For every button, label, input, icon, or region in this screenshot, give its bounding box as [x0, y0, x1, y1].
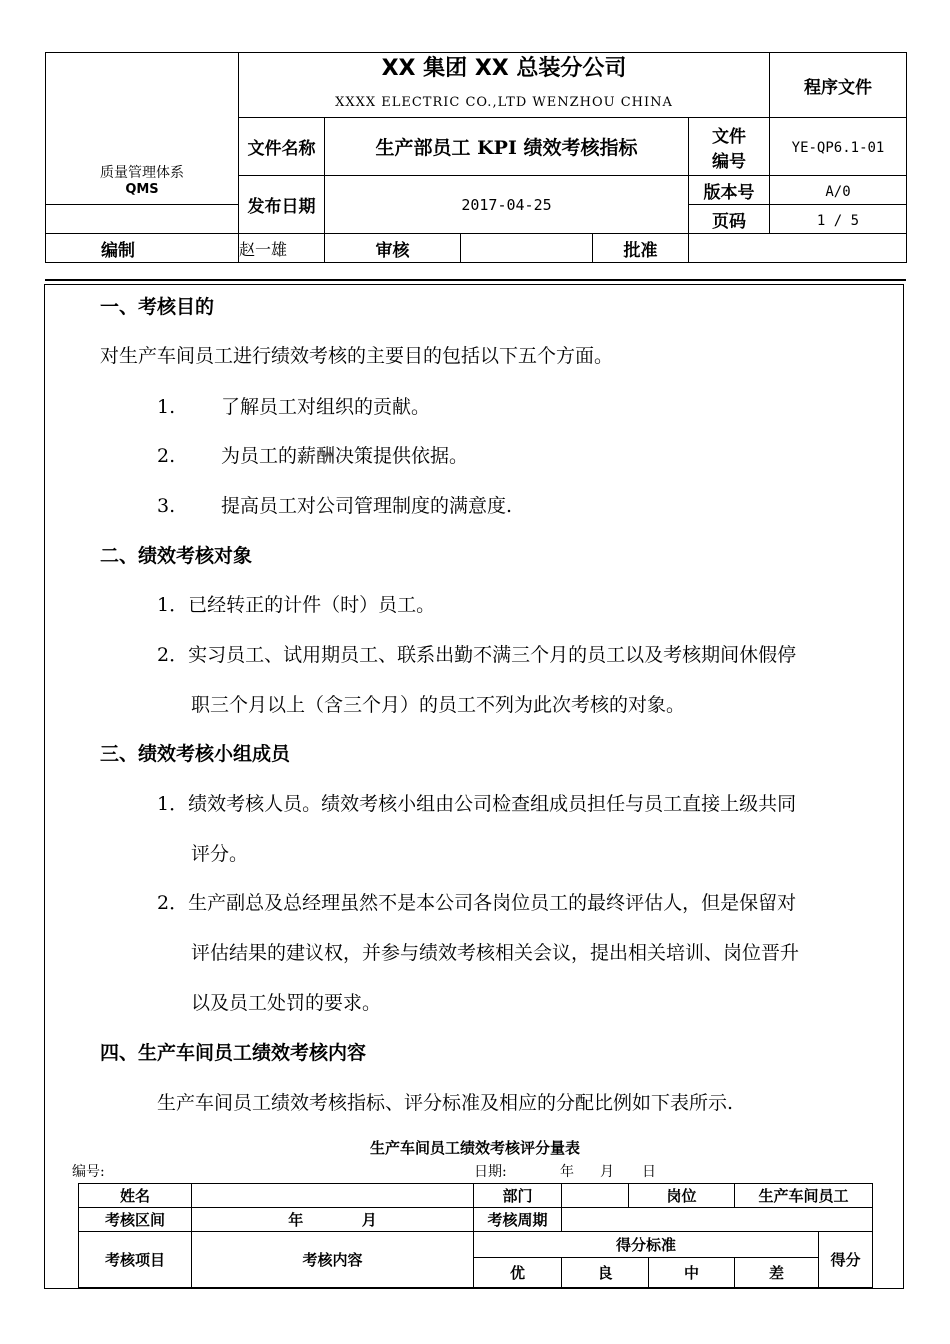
period-value-cell[interactable] [192, 1208, 474, 1232]
compiled-by-cell [239, 234, 325, 263]
grade-average-cell [649, 1258, 735, 1288]
score-label: 得分 [830, 1251, 861, 1269]
section-2-item-2-line-2: 职三个月以上（含三个月）的员工不列为此次考核的对象。 [191, 694, 686, 716]
standard-label: 得分标准 [616, 1236, 677, 1254]
company-cell [239, 53, 770, 118]
section-4-title: 四、生产车间员工绩效考核内容 [100, 1042, 367, 1064]
document-header-table [45, 52, 907, 263]
approve-by-cell [689, 234, 907, 263]
post-label-cell [629, 1184, 735, 1208]
post-value-cell[interactable] [735, 1184, 873, 1208]
approve-label: 批准 [623, 240, 658, 261]
page-cell [770, 205, 907, 234]
section-3-item-1-line-2: 评分。 [191, 843, 249, 865]
section-1-item-3-text: 提高员工对公司管理制度的满意度. [221, 495, 513, 517]
section-1-item-2-num: 2. [157, 445, 176, 467]
page-number: 1 / 5 [816, 212, 860, 229]
section-3-item-1-line-1: 1．绩效考核人员。绩效考核小组由公司检查组成员担任与员工直接上级共同 [157, 793, 797, 815]
post-label: 岗位 [666, 1187, 697, 1205]
review-label-cell [325, 234, 461, 263]
release-date: 2017-04-25 [461, 196, 552, 214]
qms-code: QMS [125, 182, 159, 197]
item-label: 考核项目 [104, 1251, 165, 1269]
grade-excellent-cell [474, 1258, 562, 1288]
grade-average: 中 [684, 1264, 700, 1282]
name-label-cell [79, 1184, 192, 1208]
section-4-intro: 生产车间员工绩效考核指标、评分标准及相应的分配比例如下表所示. [157, 1092, 734, 1114]
score-table-date-month: 月 [600, 1164, 614, 1180]
section-1-title: 一、考核目的 [100, 296, 215, 318]
doc-no-cell [770, 118, 907, 176]
qms-cell [46, 53, 239, 205]
item-label-cell [79, 1232, 192, 1288]
section-3-title: 三、绩效考核小组成员 [100, 743, 291, 765]
score-table [78, 1183, 873, 1288]
section-3-item-2-line-3: 以及员工处罚的要求。 [191, 992, 382, 1014]
section-1-item-2-text: 为员工的薪酬决策提供依据。 [221, 445, 469, 467]
dept-label-cell [474, 1184, 562, 1208]
review-by-cell [461, 234, 593, 263]
doc-name-label: 文件名称 [247, 139, 316, 159]
cycle-label-cell [474, 1208, 562, 1232]
doc-no: YE-QP6.1-01 [791, 140, 885, 156]
compiled-label-cell [46, 234, 239, 263]
content-label-cell [192, 1232, 474, 1288]
qms-label: 质量管理体系 [100, 165, 184, 181]
name-label: 姓名 [119, 1187, 150, 1205]
doc-no-label-line2: 编号 [712, 151, 746, 172]
section-2-item-1: 1．已经转正的计件（时）员工。 [157, 594, 436, 616]
release-date-label: 发布日期 [247, 197, 316, 217]
section-3-item-2-line-1: 2．生产副总及总经理虽然不是本公司各岗位员工的最终评估人，但是保留对 [157, 892, 797, 914]
compiled-label: 编制 [101, 240, 135, 261]
period-label-cell [79, 1208, 192, 1232]
score-table-date-year: 年 [560, 1164, 574, 1180]
section-2-title: 二、绩效考核对象 [100, 545, 253, 567]
page-label: 页码 [712, 211, 746, 232]
period-label: 考核区间 [104, 1211, 165, 1229]
company-name: XX 集团 XX 总装分公司 [381, 56, 627, 81]
review-label: 审核 [375, 240, 410, 261]
score-table-date-day: 日 [642, 1164, 656, 1180]
score-label-cell [819, 1232, 873, 1288]
name-value-cell[interactable] [192, 1184, 474, 1208]
period-year: 年 [288, 1211, 304, 1229]
score-table-title: 生产车间员工绩效考核评分量表 [369, 1139, 580, 1157]
doc-no-label-line1: 文件 [712, 126, 746, 147]
release-date-cell [325, 176, 689, 234]
grade-excellent: 优 [509, 1264, 525, 1282]
dept-label: 部门 [502, 1187, 533, 1205]
score-table-date-label: 日期: [474, 1164, 507, 1180]
section-1-item-3-num: 3. [157, 495, 176, 517]
dept-value-cell[interactable] [562, 1184, 629, 1208]
section-2-item-2-line-1: 2．实习员工、试用期员工、联系出勤不满三个月的员工以及考核期间休假停 [157, 644, 797, 666]
version-label-cell [689, 176, 770, 205]
page-label-cell [689, 205, 770, 234]
grade-poor: 差 [769, 1264, 785, 1282]
section-1-intro: 对生产车间员工进行绩效考核的主要目的包括以下五个方面。 [100, 345, 614, 367]
version-cell [770, 176, 907, 205]
standard-label-cell [474, 1232, 819, 1258]
cycle-label: 考核周期 [487, 1211, 548, 1229]
doc-name-label-cell [239, 118, 325, 176]
version-label: 版本号 [703, 182, 755, 203]
grade-good: 良 [597, 1264, 613, 1282]
period-month: 月 [361, 1211, 377, 1229]
cycle-value-cell[interactable] [562, 1208, 873, 1232]
content-label: 考核内容 [302, 1251, 363, 1269]
section-3-item-2-line-2: 评估结果的建议权，并参与绩效考核相关会议，提出相关培训、岗位晋升 [191, 942, 800, 964]
score-table-number-label: 编号: [72, 1164, 105, 1180]
header-separator [45, 279, 906, 281]
post-value: 生产车间员工 [758, 1187, 849, 1205]
compiled-by: 赵一雄 [239, 239, 288, 259]
release-date-label-cell [239, 176, 325, 234]
company-english-name: XXXX ELECTRIC CO.,LTD WENZHOU CHINA [335, 95, 673, 110]
section-1-item-1-num: 1. [157, 396, 176, 418]
version: A/0 [825, 183, 851, 200]
doc-type-cell [770, 53, 907, 118]
doc-name-cell [325, 118, 689, 176]
grade-poor-cell [735, 1258, 819, 1288]
doc-name: 生产部员工 KPI 绩效考核指标 [375, 137, 638, 159]
qms-spacer-cell [46, 205, 239, 234]
section-1-item-1-text: 了解员工对组织的贡献。 [221, 396, 431, 418]
doc-type: 程序文件 [804, 77, 872, 98]
approve-label-cell [593, 234, 689, 263]
grade-good-cell [562, 1258, 649, 1288]
doc-no-label-cell [689, 118, 770, 176]
